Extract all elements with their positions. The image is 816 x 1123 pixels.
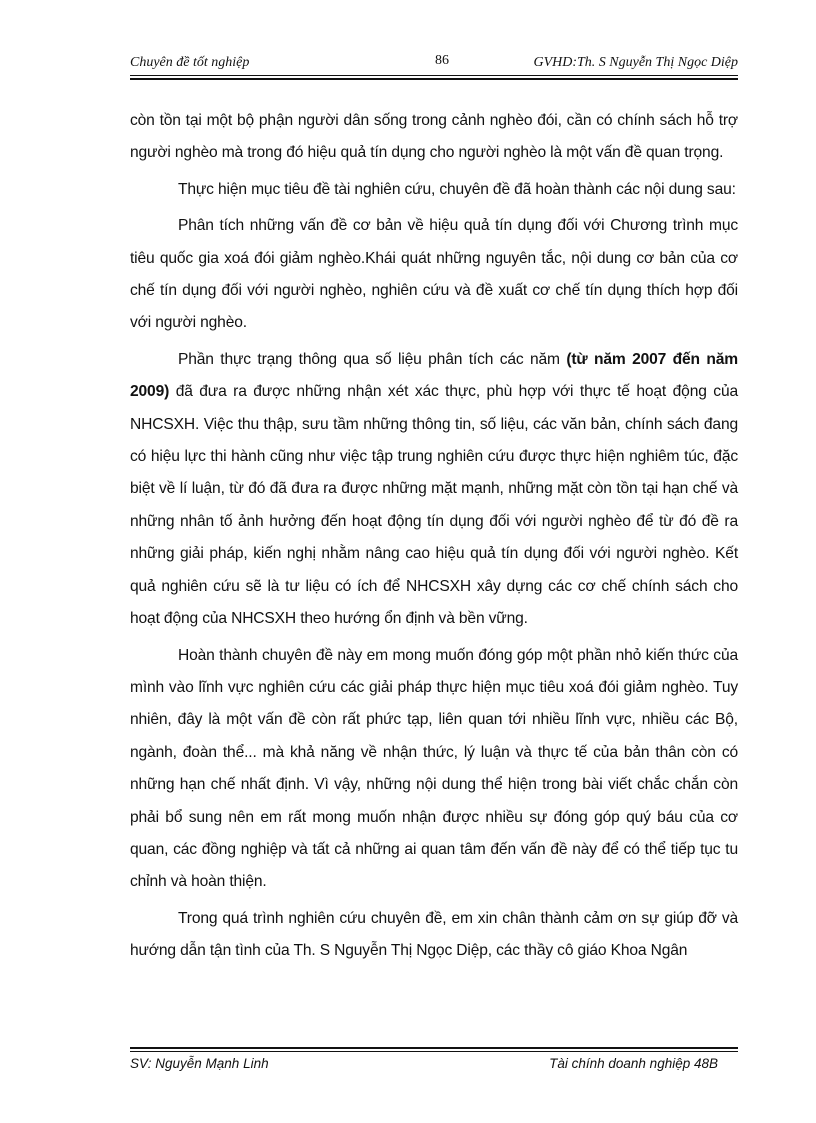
paragraph-4 — [130, 344, 738, 636]
header-rule-thin — [130, 75, 738, 76]
footer-student: SV: Nguyễn Mạnh Linh — [130, 1056, 269, 1071]
paragraph-3: Phân tích những vấn đề cơ bản về hiệu quả tín dụng đối với Chương trình mục tiêu quốc gia xoá đói giảm nghèo.Khái quát những nguyên tắc, nội dung cơ bản của cơ chế tín dụng đối với người nghèo, nghiên cứu và đề xuất cơ chế tín dụng thích hợp đối với người nghèo. — [130, 217, 738, 332]
page-header — [130, 53, 738, 75]
page-footer — [130, 1056, 738, 1076]
footer-class: Tài chính doanh nghiệp 48B — [549, 1056, 718, 1071]
page-number: 86 — [435, 53, 449, 68]
paragraph-5: Hoàn thành chuyên đề này em mong muốn đóng góp một phần nhỏ kiến thức của mình vào lĩnh vực nghiên cứu các giải pháp thực hiện mục tiêu xoá đói giảm nghèo. Tuy nhiên, đây là một vấn đề còn rất phức tạp, liên quan tới nhiều lĩnh vực, nhiều các Bộ, ngành, đoàn thể... mà khả năng về nhận thức, lý luận và thực tế của bản thân còn có những hạn chế nhất định. Vì vậy, những nội dung thể hiện trong bài viết chắc chắn còn phải bổ sung nên em rất mong muốn nhận được nhiều sự đóng góp quý báu của cơ quan, các đồng nghiệp và tất cả những ai quan tâm đến vấn đề này để có thể tiếp tục tu chỉnh và hoàn thiện. — [130, 646, 738, 891]
header-rule-thick — [130, 78, 738, 80]
header-document-type: Chuyên đề tốt nghiệp — [130, 55, 250, 70]
paragraph-6: Trong quá trình nghiên cứu chuyên đề, em xin chân thành cảm ơn sự giúp đỡ và hướng dẫn tận tình của Th. S Nguyễn Thị Ngọc Diệp, các thầy cô giáo Khoa Ngân — [130, 909, 738, 960]
paragraph-1: còn tồn tại một bộ phận người dân sống trong cảnh nghèo đói, cần có chính sách hỗ trợ người nghèo mà trong đó hiệu quả tín dụng cho người nghèo là một vấn đề quan trọng. — [130, 112, 738, 162]
footer-rule-thick — [130, 1047, 738, 1049]
page-body — [130, 105, 738, 972]
paragraph-4-rest: đã đưa ra được những nhận xét xác thực, phù hợp với thực tế hoạt động của NHCSXH. Việc thu thập, sưu tầm những thông tin, số liệu, các văn bản, chính sách đang có hiệu lực thi hành cũng như việc tập trung nghiên cứu được thực hiện nghiêm túc, đặc biệt về lí luận, từ đó đã đưa ra được những mặt mạnh, những mặt còn tồn tại hạn chế và những nhân tố ảnh hưởng đến hoạt động tín dụng đối với người nghèo để từ đó đề ra những giải pháp, kiến nghị nhằm nâng cao hiệu quả tín dụng đối với người nghèo. Kết quả nghiên cứu sẽ là tư liệu có ích để NHCSXH xây dựng các cơ chế chính sách cho hoạt động của NHCSXH theo hướng ổn định và bền vững. — [130, 383, 738, 628]
paragraph-4-start: Phần thực trạng thông qua số liệu phân tích các năm — [178, 350, 567, 368]
header-supervisor: GVHD:Th. S Nguyễn Thị Ngọc Diệp — [533, 55, 738, 70]
paragraph-2: Thực hiện mục tiêu đề tài nghiên cứu, chuyên đề đã hoàn thành các nội dung sau: — [178, 180, 736, 198]
footer-rule-thin — [130, 1051, 738, 1052]
paragraph-4-bold-period: (từ năm 2007 đến năm 2009) — [130, 350, 738, 401]
